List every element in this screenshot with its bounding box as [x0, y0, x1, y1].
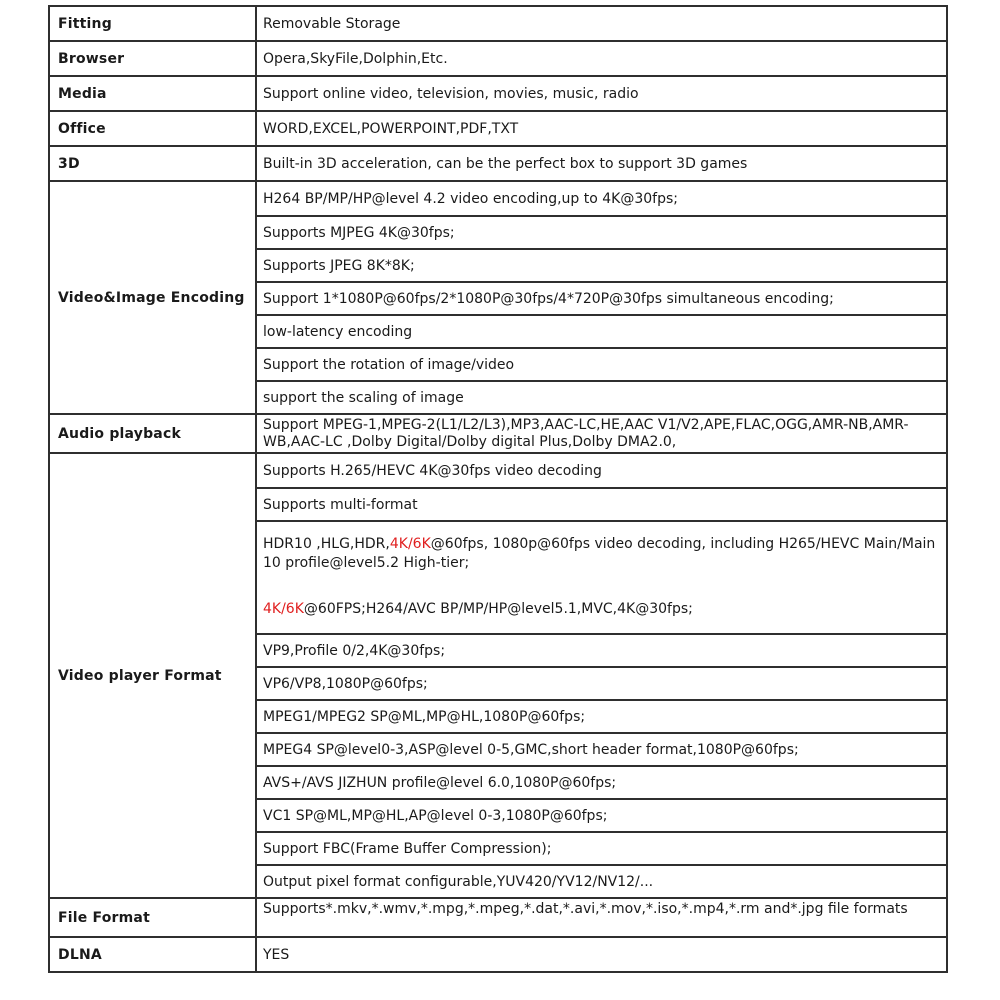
spec-rows-media: [257, 77, 946, 110]
spec-value: [263, 417, 938, 451]
spec-value: [263, 708, 938, 726]
spec-value-text: Built-in 3D acceleration, can be the perfect box to support 3D games: [263, 155, 748, 172]
spec-value: [263, 190, 938, 208]
spec-row: [257, 77, 946, 110]
spec-value-text: @60FPS;H264/AVC BP/MP/HP@level5.1,MVC,4K@30fps;: [303, 601, 693, 617]
spec-value: [263, 807, 938, 825]
spec-value-text: support the scaling of image: [263, 389, 464, 406]
spec-label-text: Media: [58, 85, 107, 102]
spec-label-browser: [50, 42, 257, 75]
spec-section-video-image-encoding: [50, 180, 946, 413]
spec-value-text: VP9,Profile 0/2,4K@30fps;: [263, 642, 446, 659]
spec-row: [257, 831, 946, 864]
spec-value: [263, 946, 938, 964]
spec-row: [257, 314, 946, 347]
spec-label-text: Audio playback: [58, 425, 181, 442]
spec-rows-dlna: [257, 938, 946, 971]
spec-label-office: [50, 112, 257, 145]
spec-section-file-format: [50, 897, 946, 936]
spec-label-fitting: [50, 7, 257, 40]
spec-label-dlna: [50, 938, 257, 971]
spec-section-3d: [50, 145, 946, 180]
spec-section-office: [50, 110, 946, 145]
spec-value: [263, 356, 938, 374]
spec-row: [257, 215, 946, 248]
spec-value-text: WORD,EXCEL,POWERPOINT,PDF,TXT: [263, 120, 519, 137]
spec-row: [257, 666, 946, 699]
spec-section-fitting: [50, 7, 946, 40]
spec-value-text: VP6/VP8,1080P@60fps;: [263, 675, 428, 692]
spec-label-video-image-encoding: [50, 182, 257, 413]
spec-label-text: Office: [58, 120, 106, 137]
spec-label-text: DLNA: [58, 946, 102, 963]
spec-label-text: Video player Format: [58, 667, 222, 684]
spec-value: [263, 462, 938, 480]
spec-rows-browser: [257, 42, 946, 75]
spec-row: [257, 147, 946, 180]
spec-value-text: Supports multi-format: [263, 496, 418, 513]
spec-label-media: [50, 77, 257, 110]
spec-value: [263, 15, 938, 33]
spec-value: [263, 257, 938, 275]
spec-row: [257, 281, 946, 314]
spec-value: [263, 290, 938, 308]
spec-value-text: Supports JPEG 8K*8K;: [263, 257, 415, 274]
spec-label-text: Video&Image Encoding: [58, 289, 245, 306]
spec-section-browser: [50, 40, 946, 75]
spec-value: [263, 774, 938, 792]
spec-value-highlight: 4K/6K: [263, 601, 304, 617]
spec-value: [263, 496, 938, 514]
spec-section-media: [50, 75, 946, 110]
spec-section-video-player-format: [50, 452, 946, 897]
spec-value-text: Support MPEG-1,MPEG-2(L1/L2/L3),MP3,AAC-LC,HE,AAC V1/V2,APE,FLAC,OGG,AMR-NB,AMR-WB,AAC-LC ,Dolby Digital/Dolby digital Plus,Dolby DMA2.0,: [263, 417, 909, 450]
spec-value: [263, 642, 938, 660]
spec-row: [257, 182, 946, 215]
spec-row: [257, 699, 946, 732]
spec-rows-3d: [257, 147, 946, 180]
spec-label-text: Browser: [58, 50, 125, 67]
spec-row: [257, 347, 946, 380]
spec-label-text: 3D: [58, 155, 80, 172]
spec-row: [257, 732, 946, 765]
spec-value-text: AVS+/AVS JIZHUN profile@level 6.0,1080P@60fps;: [263, 774, 617, 791]
spec-rows-audio-playback: [257, 415, 946, 452]
spec-rows-fitting: [257, 7, 946, 40]
spec-value-text: H264 BP/MP/HP@level 4.2 video encoding,up to 4K@30fps;: [263, 190, 678, 207]
spec-rows-video-image-encoding: [257, 182, 946, 413]
spec-rows-office: [257, 112, 946, 145]
spec-label-text: Fitting: [58, 15, 112, 32]
spec-row: [257, 454, 946, 487]
spec-value-text: low-latency encoding: [263, 323, 413, 340]
spec-value-text: Output pixel format configurable,YUV420/YV12/NV12/...: [263, 873, 654, 890]
spec-value-text: VC1 SP@ML,MP@HL,AP@level 0-3,1080P@60fps;: [263, 807, 608, 824]
spec-value: [263, 389, 938, 407]
spec-rows-video-player-format: [257, 454, 946, 897]
spec-label-video-player-format: [50, 454, 257, 897]
spec-value: [263, 600, 938, 619]
spec-value: [263, 120, 938, 138]
spec-value: [263, 50, 938, 68]
spec-label-file-format: [50, 899, 257, 936]
spec-row: [257, 633, 946, 666]
spec-section-audio-playback: [50, 413, 946, 452]
spec-value: [263, 85, 938, 103]
spec-value: [263, 840, 938, 858]
spec-value-text: Supports*.mkv,*.wmv,*.mpg,*.mpeg,*.dat,*.avi,*.mov,*.iso,*.mp4,*.rm and*.jpg file formats: [263, 901, 908, 917]
spec-value-highlight: 4K/6K: [389, 536, 431, 552]
spec-value-text: Removable Storage: [263, 15, 401, 32]
spec-value-text: Supports H.265/HEVC 4K@30fps video decoding: [263, 462, 602, 479]
spec-row: [257, 415, 946, 452]
spec-table: [48, 5, 948, 973]
spec-value: [263, 873, 938, 891]
spec-label-audio-playback: [50, 415, 257, 452]
spec-section-dlna: [50, 936, 946, 971]
spec-row: [257, 42, 946, 75]
spec-value: [263, 535, 938, 573]
spec-value: [263, 155, 938, 173]
spec-row: [257, 380, 946, 413]
spec-row: [257, 7, 946, 40]
spec-value-text: Supports MJPEG 4K@30fps;: [263, 224, 455, 241]
spec-value-text: MPEG1/MPEG2 SP@ML,MP@HL,1080P@60fps;: [263, 708, 586, 725]
spec-value-text: Support FBC(Frame Buffer Compression);: [263, 840, 552, 857]
spec-value: [263, 323, 938, 341]
spec-value-text: Opera,SkyFile,Dolphin,Etc.: [263, 50, 448, 67]
spec-value: [263, 741, 938, 759]
spec-value: [263, 675, 938, 693]
spec-row: [257, 938, 946, 971]
spec-row: [257, 487, 946, 520]
spec-label-3d: [50, 147, 257, 180]
spec-label-text: File Format: [58, 909, 150, 926]
spec-row: [257, 248, 946, 281]
spec-value-text: Support online video, television, movies, music, radio: [263, 85, 639, 102]
spec-row: [257, 864, 946, 897]
spec-row: [257, 899, 946, 936]
spec-value-text: HDR10 ,HLG,HDR,: [263, 536, 390, 552]
spec-value-text: YES: [263, 946, 290, 963]
spec-rows-file-format: [257, 899, 946, 936]
spec-value-text: Support the rotation of image/video: [263, 356, 515, 373]
spec-value: [263, 224, 938, 242]
spec-value-text: MPEG4 SP@level0-3,ASP@level 0-5,GMC,short header format,1080P@60fps;: [263, 741, 799, 758]
spec-row: [257, 112, 946, 145]
spec-row: [257, 798, 946, 831]
spec-value: [263, 901, 938, 918]
spec-value-text: @60fps, 1080p@60fps video decoding, including H265/HEVC Main/Main 10 profile@level5.2 High-tier;: [263, 536, 936, 571]
spec-row: [257, 520, 946, 633]
spec-value-text: Support 1*1080P@60fps/2*1080P@30fps/4*720P@30fps simultaneous encoding;: [263, 290, 834, 307]
spec-row: [257, 765, 946, 798]
